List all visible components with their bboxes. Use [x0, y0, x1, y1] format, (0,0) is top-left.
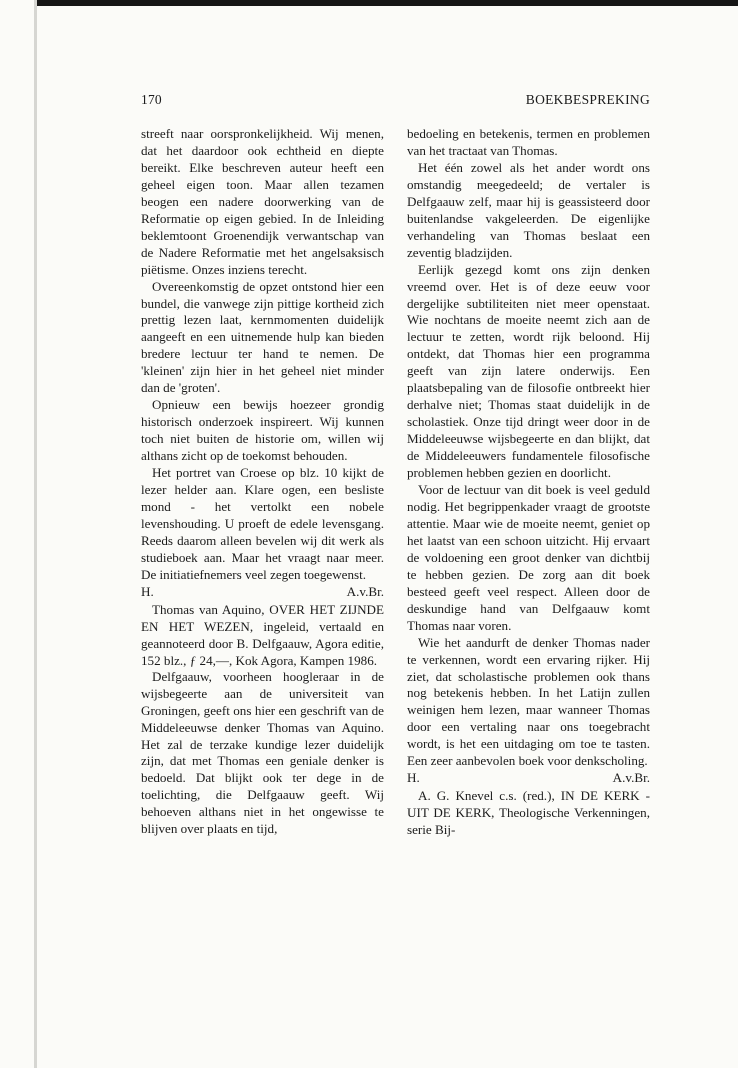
scan-left-edge [34, 0, 37, 1068]
running-head: BOEKBESPREKING [525, 92, 650, 107]
paragraph: Het één zowel als het ander wordt ons omstandig meegedeeld; de vertaler is Delfgaauw zelf, maar hij is geassisteerd door buitenlandse vakgeleerden. De eigenlijke verhandeling van Thomas beslaat een zeventig bladzijden. [407, 159, 650, 260]
book-reference: A. G. Knevel c.s. (red.), IN DE KERK - UIT DE KERK, Theologische Verkenningen, serie Bij- [407, 788, 650, 838]
book-reference: Thomas van Aquino, OVER HET ZIJNDE EN HET WEZEN, ingeleid, vertaald en geannoteerd door B. Delfgaauw, Agora editie, 152 blz., ƒ 24,—, Kok Agora, Kampen 1986. [141, 601, 384, 668]
scan-top-border [36, 0, 738, 6]
signature-author: A.v.Br. [612, 770, 650, 786]
paragraph: bedoeling en betekenis, termen en problemen van het tractaat van Thomas. [407, 126, 650, 158]
paragraph: Overeenkomstig de opzet ontstond hier een bundel, die vanwege zijn pittige kortheid zich prettig lezen laat, kernmomenten duidelijk aangeeft en een uitnemende hulp kan bieden bredere lectuur ter hand te nemen. De 'kleinen' zijn hier in het geheel niet minder dan de 'groten'. [141, 278, 384, 396]
signature-initial: H. [407, 770, 420, 786]
left-column [141, 126, 384, 838]
paragraph: Eerlijk gezegd komt ons zijn denken vreemd over. Het is of deze eeuw voor dergelijke subtiliteiten niet meer openstaat. Wie nochtans de moeite neemt zich aan de lectuur te zetten, wordt rijk beloond. Hij ontdekt, dat Thomas hier een programma geeft van zijn latere onderwijs. Een plaatsbepaling van de filosofie ontbreekt hier derhalve niet; Thomas staat duidelijk in de scholastiek. Onze tijd dringt weer door in de Middeleeuwse wijsbegeerte en dan blijkt, dat de Middeleeuwers fundamentele filosofische problemen hebben gezien en doorlicht. [407, 261, 650, 481]
paragraph: Delfgaauw, voorheen hoogleraar in de wijsbegeerte aan de universiteit van Groningen, geeft ons hier een geschrift van de Middeleeuwse denker Thomas van Aquino. Het zal de terzake kundige lezer duidelijk zijn, dat met Thomas een geniale denker is bedoeld. Dat blijkt ook ter dege in de toelichting, die Delfgaauw geeft. Wij behoeven althans niet in het ongewisse te blijven over plaats en tijd, [141, 668, 384, 837]
signature-author: A.v.Br. [346, 583, 384, 599]
review-signature [141, 584, 384, 601]
review-signature [407, 770, 650, 787]
paragraph: Wie het aandurft de denker Thomas nader te verkennen, wordt een ervaring rijker. Hij ziet, dat scholastische problemen ook thans nog betekenis hebben. In het Latijn zullen weinigen hem lezen, maar wanneer Thomas door een vertaling naar ons toegebracht wordt, is het een uitdaging om toe te tasten. Een zeer aanbevolen boek voor denkscholing. [407, 634, 650, 769]
paragraph: Het portret van Croese op blz. 10 kijkt de lezer helder aan. Klare ogen, een besliste mond - het vertolkt een nobele levenshouding. U proeft de edele levensgang. Reeds daarom alleen bevelen wij dit werk als studieboek aan. Maar het vraagt naar meer. De initiatiefnemers veel zegen toegewenst. [141, 465, 384, 582]
paragraph: streeft naar oorspronkelijkheid. Wij menen, dat het daardoor ook echtheid en diepte bereikt. Elke beschreven auteur heeft een geheel eigen toon. Maar allen tezamen beogen een nadere doorwerking van de Reformatie op eigen gebied. In de Inleiding beklemtoont Groenendijk verwantschap van de Nadere Reformatie met het angelsaksisch piëtisme. Onzes inziens terecht. [141, 126, 384, 277]
paragraph: Opnieuw een bewijs hoezeer grondig historisch onderzoek inspireert. Wij kunnen toch niet buiten de historie om, willen wij althans zicht op de toekomst behouden. [141, 397, 384, 464]
page-number: 170 [141, 92, 162, 107]
paragraph: Voor de lectuur van dit boek is veel geduld nodig. Het begrippenkader vraagt de grootste attentie. Maar wie de moeite neemt, geniet op het laatst van een schoon uitzicht. Hij ervaart de voldoening een groot denker van dichtbij te hebben gezien. De zorg aan dit boek besteed geeft veel respect. Alleen door de deskundige hand van Delfgaauw komt Thomas naar voren. [407, 482, 650, 633]
right-column [407, 126, 650, 838]
signature-initial: H. [141, 583, 154, 599]
